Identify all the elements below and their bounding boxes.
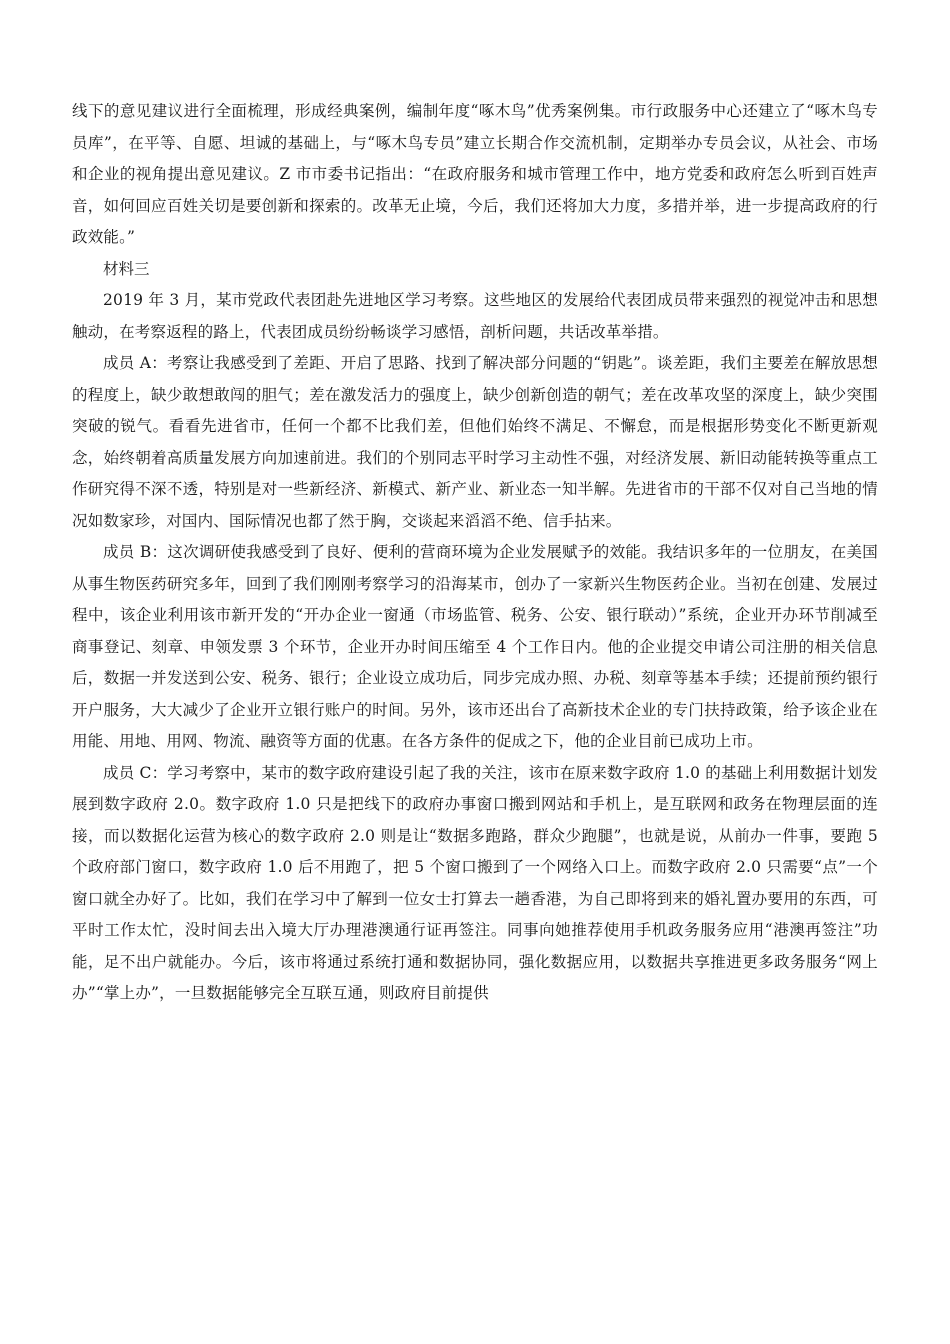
section-heading-material-three: 材料三	[103, 259, 150, 278]
paragraph-continued: 线下的意见建议进行全面梳理，形成经典案例，编制年度“啄木鸟”优秀案例集。市行政服务中心还建立了“啄木鸟专员库”，在平等、自愿、坦诚的基础上，与“啄木鸟专员”建立长期合作交流机制，定期举办专员会议，从社会、市场和企业的视角提出意见建议。Z 市市委书记指出：“在政府服务和城市管理工作中，地方党委和政府怎么听到百姓声音，如何回应百姓关切是要创新和探索的。改革无止境，今后，我们还将加大力度，多措并举，进一步提高政府的行政效能。”	[72, 102, 878, 246]
paragraph-member-a: 成员 A：考察让我感受到了差距、开启了思路、找到了解决部分问题的“钥匙”。谈差距，我们主要差在解放思想的程度上，缺少敢想敢闯的胆气；差在激发活力的强度上，缺少创新创造的朝气；差在改革攻坚的深度上，缺少突围突破的锐气。看看先进省市，任何一个都不比我们差，但他们始终不满足、不懈怠，而是根据形势变化不断更新观念，始终朝着高质量发展方向加速前进。我们的个别同志平时学习主动性不强，对经济发展、新旧动能转换等重点工作研究得不深不透，特别是对一些新经济、新模式、新产业、新业态一知半解。先进省市的干部不仅对自己当地的情况如数家珍，对国内、国际情况也都了然于胸，交谈起来滔滔不绝、信手拈来。	[72, 354, 878, 530]
document-page	[72, 96, 878, 1010]
paragraph-intro: 2019 年 3 月，某市党政代表团赴先进地区学习考察。这些地区的发展给代表团成员带来强烈的视觉冲击和思想触动，在考察返程的路上，代表团成员纷纷畅谈学习感悟，剖析问题，共话改革举措。	[72, 291, 878, 341]
paragraph-member-c: 成员 C：学习考察中，某市的数字政府建设引起了我的关注，该市在原来数字政府 1.0 的基础上利用数据计划发展到数字政府 2.0。数字政府 1.0 只是把线下的政府办事窗口搬到网站和手机上，是互联网和政务在物理层面的连接，而以数据化运营为核心的数字政府 2.0 则是让“数据多跑路，群众少跑腿”，也就是说，从前办一件事，要跑 5 个政府部门窗口，数字政府 1.0 后不用跑了，把 5 个窗口搬到了一个网络入口上。而数字政府 2.0 只需要“点”一个窗口就全办好了。比如，我们在学习中了解到一位女士打算去一趟香港，为自己即将到来的婚礼置办要用的东西，可平时工作太忙，没时间去出入境大厅办理港澳通行证再签注。同事向她推荐使用手机政务服务应用“港澳再签注”功能，足不出户就能办。今后，该市将通过系统打通和数据协同，强化数据应用，以数据共享推进更多政务服务“网上办”“掌上办”，一旦数据能够完全互联互通，则政府目前提供	[72, 763, 878, 1002]
paragraph-member-b: 成员 B：这次调研使我感受到了良好、便利的营商环境为企业发展赋予的效能。我结识多年的一位朋友，在美国从事生物医药研究多年，回到了我们刚刚考察学习的沿海某市，创办了一家新兴生物医药企业。当初在创建、发展过程中，该企业利用该市新开发的“开办企业一窗通（市场监管、税务、公安、银行联动）”系统，企业开办环节削减至商事登记、刻章、申领发票 3 个环节，企业开办时间压缩至 4 个工作日内。他的企业提交申请公司注册的相关信息后，数据一并发送到公安、税务、银行；企业设立成功后，同步完成办照、办税、刻章等基本手续；还提前预约银行开户服务，大大减少了企业开立银行账户的时间。另外，该市还出台了高新技术企业的专门扶持政策，给予该企业在用能、用地、用网、物流、融资等方面的优惠。在各方条件的促成之下，他的企业目前已成功上市。	[72, 543, 878, 750]
